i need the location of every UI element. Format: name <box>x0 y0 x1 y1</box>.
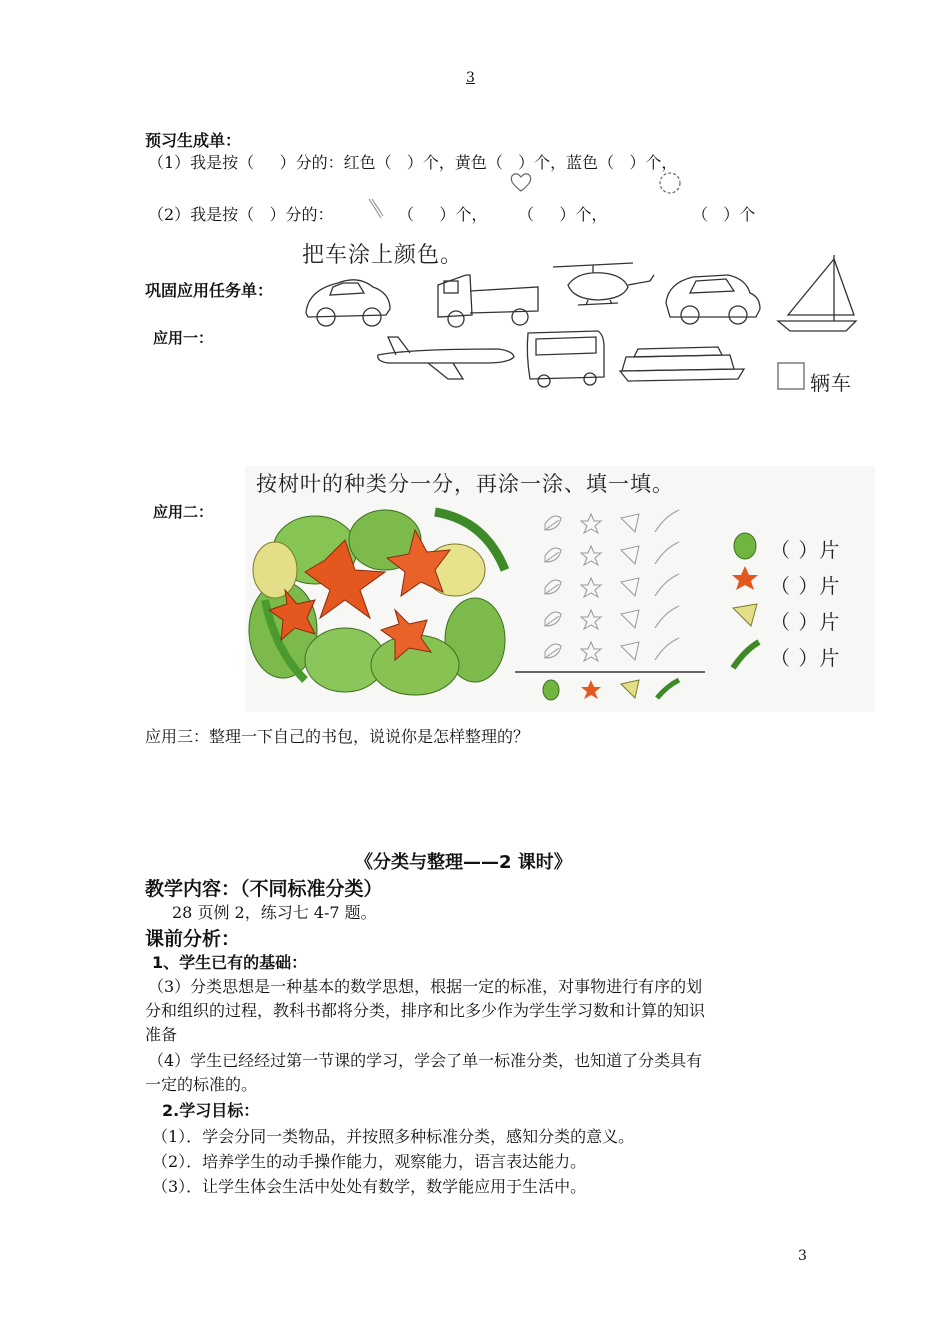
app2-blank-1: （ ）片 <box>770 538 841 562</box>
basis-p2-line2: 一定的标准的。 <box>145 1075 258 1094</box>
heart-icon <box>508 170 534 194</box>
page-number-top: 3 <box>466 70 475 86</box>
tasks-title: 巩固应用任务单： <box>145 281 274 300</box>
app2-blank-4: （ ）片 <box>770 646 841 670</box>
ship-icon <box>620 347 744 381</box>
goal-2: （2）．培养学生的动手操作能力，观察能力，语言表达能力。 <box>152 1152 587 1171</box>
app1-box-label: 辆车 <box>810 371 852 395</box>
app1-instruction: 把车涂上颜色。 <box>302 243 464 268</box>
tally-grid <box>515 510 705 672</box>
preview-line-1: （1）我是按（ ）分的：红色（ ）个，黄色（ ）个，蓝色（ ）个， <box>148 153 678 172</box>
sailboat-icon <box>778 255 856 331</box>
analysis-heading: 课前分析： <box>145 928 241 950</box>
sedan-icon <box>666 275 760 324</box>
leaves-illustration <box>245 500 875 710</box>
preview-line-2b: （ ）个， <box>398 205 488 224</box>
basis-p1-line2: 分和组织的过程，教科书都将分类，排序和比多少作为学生学习数和计算的知识 <box>145 1001 706 1020</box>
preview-line-2a: （2）我是按（ ）分的： <box>148 205 334 224</box>
helicopter-icon <box>553 263 654 305</box>
goal-1: （1）．学会分同一类物品，并按照多种标准分类，感知分类的意义。 <box>152 1127 635 1146</box>
airplane-icon <box>378 337 514 379</box>
app1-label: 应用一： <box>153 329 214 347</box>
van-icon <box>527 331 604 387</box>
preview-title: 预习生成单： <box>145 131 242 150</box>
basis-p1-line1: （3）分类思想是一种基本的数学思想，根据一定的标准，对事物进行有序的划 <box>148 977 703 996</box>
content-text: 28 页例 2，练习七 4-7 题。 <box>172 903 377 922</box>
basis-p1-line3: 准备 <box>145 1025 178 1044</box>
goals-heading: 2.学习目标： <box>162 1101 260 1120</box>
leaf-cluster <box>249 510 505 695</box>
basis-heading: 1、学生已有的基础： <box>152 953 308 972</box>
lesson-title: 《分类与整理——2 课时》 <box>355 852 572 873</box>
app3-text: 应用三：整理一下自己的书包，说说你是怎样整理的？ <box>145 727 530 746</box>
basis-p2-line1: （4）学生已经经过第一节课的学习，学会了单一标准分类，也知道了分类具有 <box>148 1051 703 1070</box>
app2-blank-3: （ ）片 <box>770 610 841 634</box>
answer-legend <box>732 533 759 668</box>
goal-3: （3）．让学生体会生活中处处有数学，数学能应用于生活中。 <box>152 1177 587 1196</box>
page-number-bottom: 3 <box>798 1248 807 1264</box>
app2-label: 应用二： <box>153 503 214 521</box>
car-icon <box>306 280 390 326</box>
preview-line-2c: （ ）个， <box>518 205 608 224</box>
content-heading: 教学内容：（不同标准分类） <box>145 878 383 900</box>
stick-icon <box>365 196 385 222</box>
truck-icon <box>438 275 538 327</box>
tally-legend <box>543 680 679 700</box>
preview-line-2d: （ ）个 <box>692 205 756 224</box>
circle-icon <box>657 170 683 196</box>
app2-blank-2: （ ）片 <box>770 574 841 598</box>
app2-instruction: 按树叶的种类分一分，再涂一涂、填一填。 <box>256 472 674 496</box>
answer-box <box>778 363 804 389</box>
